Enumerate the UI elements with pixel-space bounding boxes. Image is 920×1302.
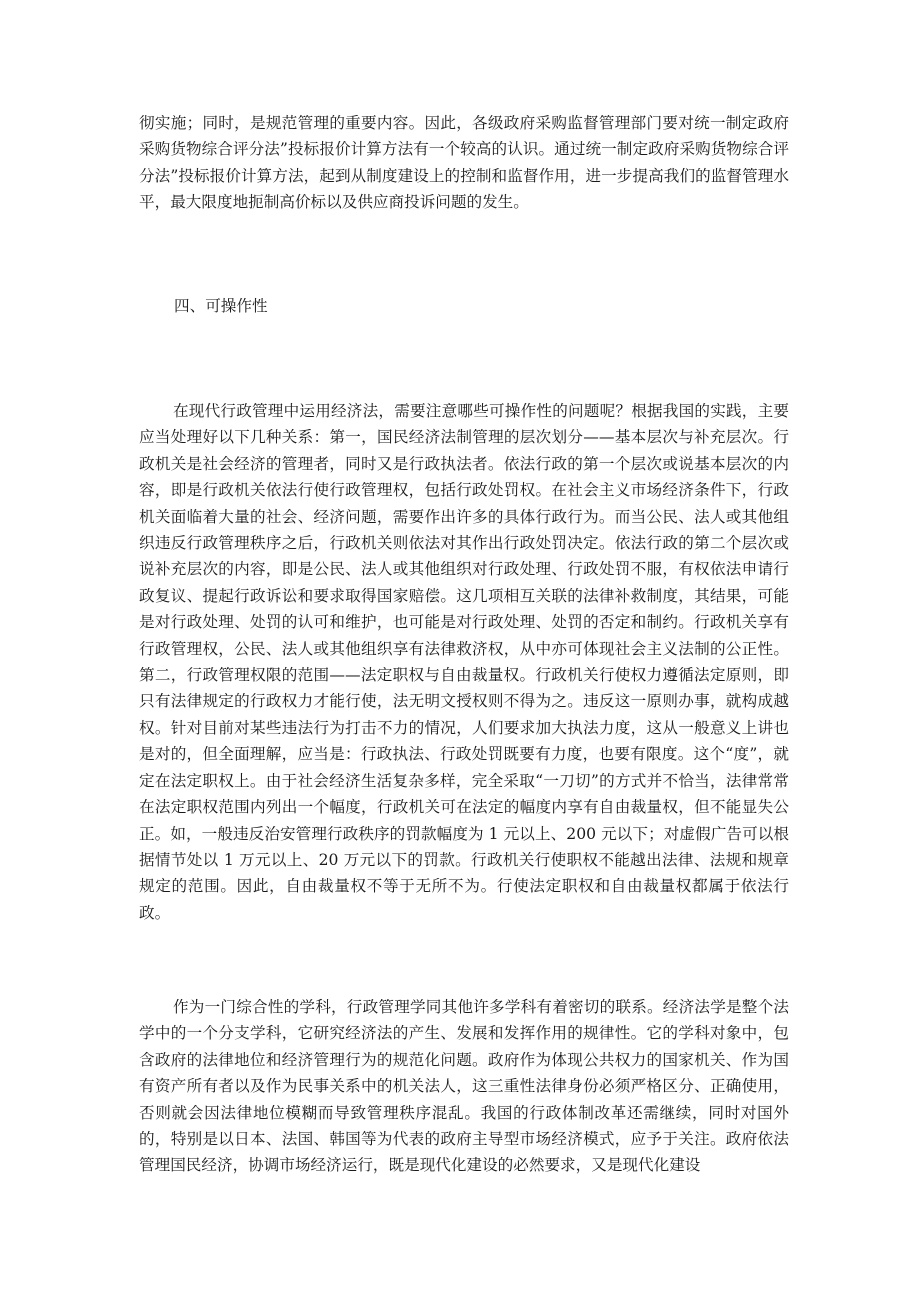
paragraph-operability-issues: 在现代行政管理中运用经济法，需要注意哪些可操作性的问题呢？根据我国的实践，主要应当处理好以下几种关系：第一，国民经济法制管理的层次划分——基本层次与补充层次。行政机关是社会经济的管理者，同时又是行政执法者。依法行政的第一个层次或说基本层次的内容，即是行政机关依法行使行政管理权，包括行政处罚权。在社会主义市场经济条件下，行政机关面临着大量的社会、经济问题，需要作出许多的具体行政行为。而当公民、法人或其他组织违反行政管理秩序之后，行政机关则依法对其作出行政处罚决定。依法行政的第二个层次或说补充层次的内容，即是公民、法人或其他组织对行政处理、行政处罚不服，有权依法申请行政复议、提起行政诉讼和要求取得国家赔偿。这几项相互关联的法律补救制度，其结果，可能是对行政处理、处罚的认可和维护，也可能是对行政处理、处罚的否定和制约。行政机关享有行政管理权，公民、法人或其他组织享有法律救济权，从中亦可体现社会主义法制的公正性。第二，行政管理权限的范围——法定职权与自由裁量权。行政机关行使权力遵循法定原则，即只有法律规定的行政权力才能行使，法无明文授权则不得为之。违反这一原则办事，就构成越权。针对目前对某些违法行为打击不力的情况，人们要求加大执法力度，这从一般意义上讲也是对的，但全面理解，应当是：行政执法、行政处罚既要有力度，也要有限度。这个“度”，就定在法定职权上。由于社会经济生活复杂多样，完全采取“一刀切”的方式并不恰当，法律常常在法定职权范围内列出一个幅度，行政机关可在法定的幅度内享有自由裁量权，但不能显失公正。如，一般违反治安管理行政秩序的罚款幅度为 1 元以上、200 元以下；对虚假广告可以根据情节处以 1 万元以上、20 万元以下的罚款。行政机关行使职权不能越出法律、法规和规章规定的范围。因此，自由裁量权不等于无所不为。行使法定职权和自由裁量权都属于依法行政。 (139, 402, 789, 922)
paragraph-procurement-conclusion: 彻实施；同时，是规范管理的重要内容。因此，各级政府采购监督管理部门要对统一制定政府采购货物综合评分法”投标报价计算方法有一个较高的认识。通过统一制定政府采购货物综合评分法”投标报价计算方法，起到从制度建设上的控制和监督作用，进一步提高我们的监督管理水平，最大限度地扼制高价标以及供应商投诉问题的发生。 (139, 114, 789, 212)
paragraph-administrative-science: 作为一门综合性的学科，行政管理学同其他许多学科有着密切的联系。经济法学是整个法学中的一个分支学科，它研究经济法的产生、发展和发挥作用的规律性。它的学科对象中，包含政府的法律地位和经济管理行为的规范化问题。政府作为体现公共权力的国家机关、作为国有资产所有者以及作为民事关系中的机关法人，这三重性法律身份必须严格区分、正确使用，否则就会因法律地位模糊而导致管理秩序混乱。我国的行政体制改革还需继续，同时对国外的，特别是以日本、法国、韩国等为代表的政府主导型市场经济模式，应予于关注。政府依法管理国民经济，协调市场经济运行，既是现代化建设的必然要求，又是现代化建设 (139, 998, 789, 1175)
section-heading-operability: 四、可操作性 (174, 297, 268, 315)
